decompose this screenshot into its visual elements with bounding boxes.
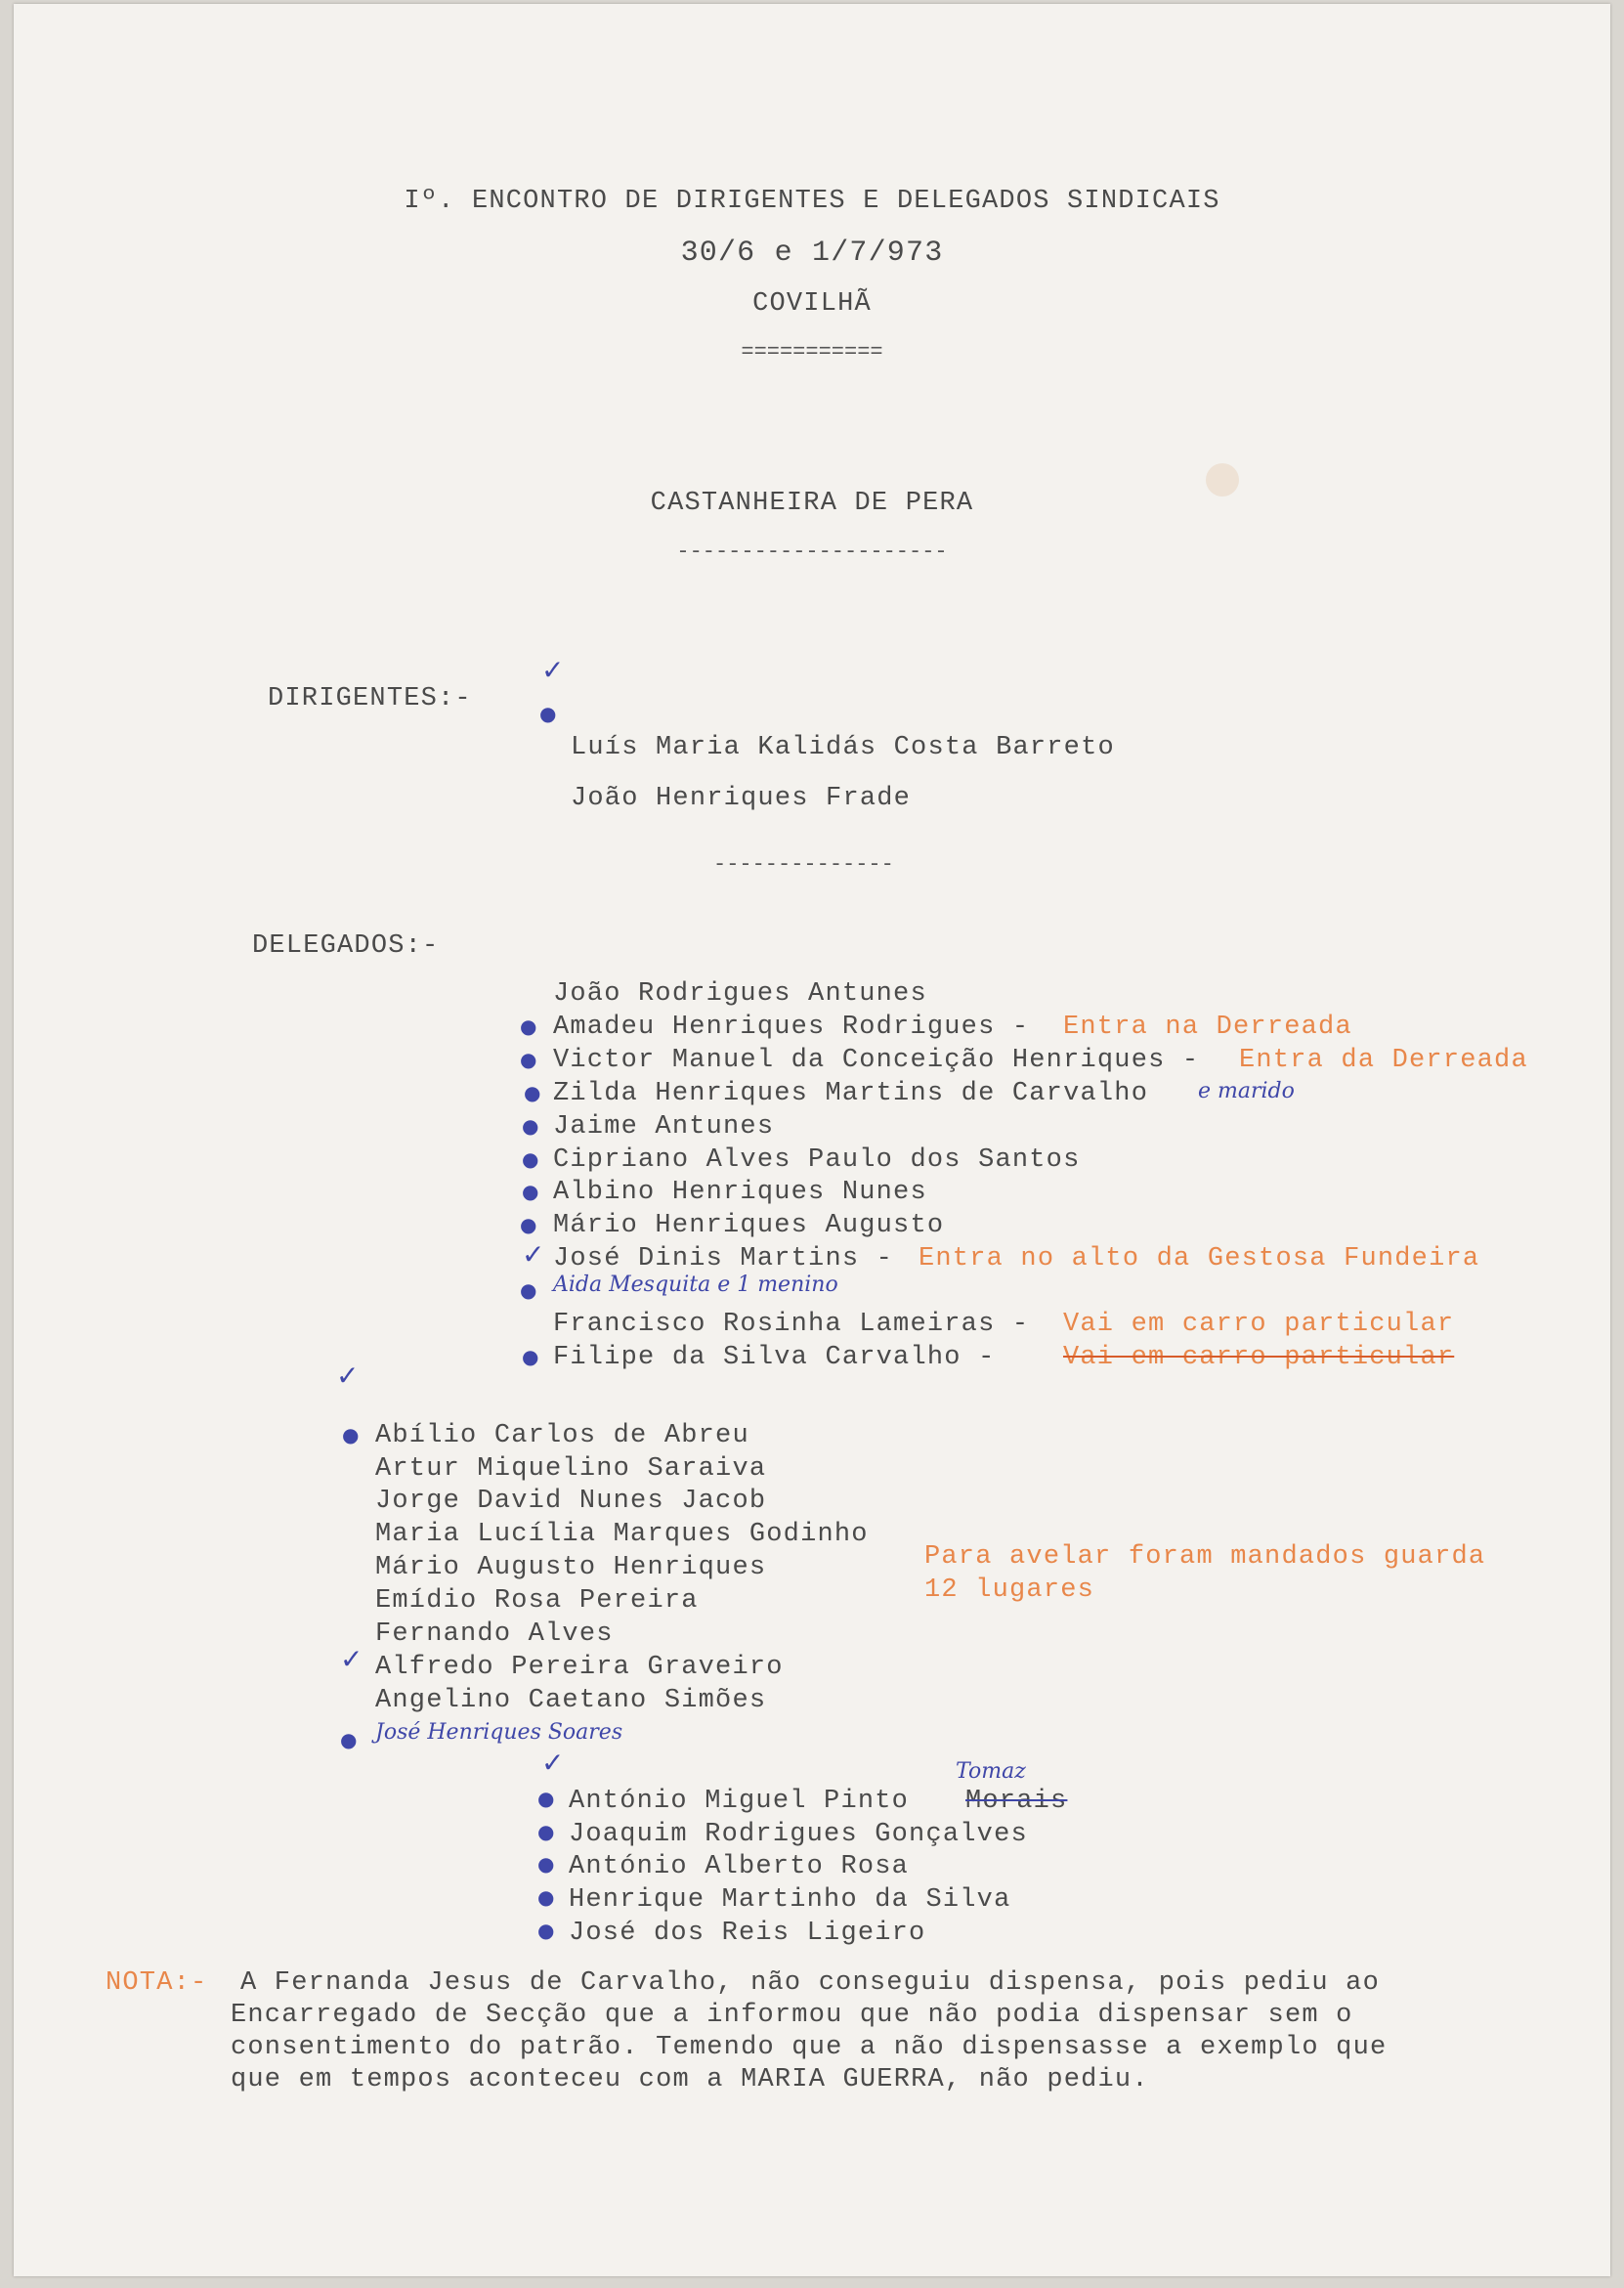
header-city: COVILHÃ xyxy=(752,289,872,319)
delegado-name: Amadeu Henriques Rodrigues - xyxy=(553,1013,1030,1042)
header-rule: =========== xyxy=(741,340,883,365)
delegado-name: Mário Augusto Henriques xyxy=(375,1553,767,1582)
check-mark: ✓ xyxy=(522,1238,545,1271)
dirigentes-rule: -------------- xyxy=(713,852,894,877)
dot-mark: ● xyxy=(520,1014,537,1038)
dot-mark: ● xyxy=(522,1180,539,1203)
dot-mark: ● xyxy=(522,1114,539,1138)
handwritten-note: e marido xyxy=(1198,1079,1295,1103)
dot-mark: ● xyxy=(524,1081,541,1104)
delegado-name: Zilda Henriques Martins de Carvalho xyxy=(553,1079,1149,1108)
delegado-name: Alfredo Pereira Graveiro xyxy=(375,1653,784,1682)
group-note: 12 lugares xyxy=(924,1576,1095,1605)
dot-mark: ● xyxy=(342,1423,360,1446)
delegado-name: Abílio Carlos de Abreu xyxy=(375,1421,749,1450)
dirigentes-label: DIRIGENTES:- xyxy=(268,684,472,713)
section-rule: --------------------- xyxy=(676,540,948,564)
dot-mark: ● xyxy=(340,1728,358,1751)
handwritten-name: José Henriques Soares xyxy=(375,1720,623,1745)
document-page xyxy=(14,4,1610,2276)
dot-mark: ● xyxy=(520,1278,537,1302)
nota-line: que em tempos aconteceu com a MARIA GUERRA, não pediu. xyxy=(231,2065,1149,2094)
delegado-name: Joaquim Rodrigues Gonçalves xyxy=(569,1820,1028,1849)
nota-label: NOTA:- xyxy=(106,1968,208,1998)
dot-mark: ● xyxy=(520,1048,537,1071)
delegados-label: DELEGADOS:- xyxy=(252,931,440,961)
delegado-note-struck: Vai em carro particular xyxy=(1063,1343,1455,1372)
delegado-name: Artur Miquelino Saraiva xyxy=(375,1454,767,1484)
check-mark: ✓ xyxy=(541,654,565,686)
delegado-name: Albino Henriques Nunes xyxy=(553,1178,927,1207)
delegado-name: Mário Henriques Augusto xyxy=(553,1211,945,1240)
check-mark: ✓ xyxy=(541,1747,565,1779)
delegado-name: Cipriano Alves Paulo dos Santos xyxy=(553,1145,1081,1175)
delegado-name: Francisco Rosinha Lameiras - xyxy=(553,1310,1030,1339)
delegado-note: Vai em carro particular xyxy=(1063,1310,1455,1339)
check-mark: ✓ xyxy=(340,1643,363,1675)
dot-mark: ● xyxy=(537,1852,555,1876)
delegado-name: João Rodrigues Antunes xyxy=(553,979,927,1009)
dirigente-name: João Henriques Frade xyxy=(571,784,912,813)
delegado-name: Angelino Caetano Simões xyxy=(375,1686,767,1715)
delegado-name: Jaime Antunes xyxy=(553,1112,775,1142)
delegado-name: António Alberto Rosa xyxy=(569,1852,910,1881)
delegado-name: Emídio Rosa Pereira xyxy=(375,1586,699,1616)
dot-mark: ● xyxy=(520,1213,537,1236)
section-title: CASTANHEIRA DE PERA xyxy=(650,489,974,518)
delegado-note: Entra na Derreada xyxy=(1063,1013,1352,1042)
dirigente-name: Luís Maria Kalidás Costa Barreto xyxy=(571,733,1115,762)
dot-mark: ● xyxy=(539,702,557,725)
dot-mark: ● xyxy=(537,1820,555,1843)
delegado-name: José Dinis Martins - xyxy=(553,1244,894,1274)
dot-mark: ● xyxy=(537,1919,555,1942)
delegado-note: Entra da Derreada xyxy=(1239,1046,1528,1075)
delegado-note: Entra no alto da Gestosa Fundeira xyxy=(919,1244,1480,1274)
dot-mark: ● xyxy=(522,1147,539,1171)
header-dates: 30/6 e 1/7/973 xyxy=(680,237,944,270)
delegado-name: Jorge David Nunes Jacob xyxy=(375,1487,767,1516)
nota-line: A Fernanda Jesus de Carvalho, não conseguiu dispensa, pois pediu ao xyxy=(240,1968,1380,1998)
delegado-name: José dos Reis Ligeiro xyxy=(569,1919,926,1948)
dot-mark: ● xyxy=(537,1885,555,1909)
handwritten-surname: Tomaz xyxy=(956,1759,1026,1784)
handwritten-line: Aida Mesquita e 1 menino xyxy=(553,1273,838,1297)
nota-line: Encarregado de Secção que a informou que não podia dispensar sem o xyxy=(231,2001,1353,2030)
check-mark: ✓ xyxy=(336,1360,360,1392)
nota-line: consentimento do patrão. Temendo que a não dispensasse a exemplo que xyxy=(231,2033,1388,2062)
header-title: Iº. ENCONTRO DE DIRIGENTES E DELEGADOS SINDICAIS xyxy=(404,187,1220,216)
dot-mark: ● xyxy=(537,1787,555,1810)
delegado-name: Henrique Martinho da Silva xyxy=(569,1885,1011,1915)
delegado-name: António Miguel Pinto xyxy=(569,1787,910,1816)
delegado-name: Victor Manuel da Conceição Henriques - xyxy=(553,1046,1200,1075)
delegado-name: Maria Lucília Marques Godinho xyxy=(375,1520,869,1549)
struck-surname: Morais xyxy=(965,1787,1068,1816)
dot-mark: ● xyxy=(522,1345,539,1368)
delegado-name: Filipe da Silva Carvalho - xyxy=(553,1343,996,1372)
group-note: Para avelar foram mandados guarda xyxy=(924,1542,1486,1572)
delegado-name: Fernando Alves xyxy=(375,1619,614,1649)
